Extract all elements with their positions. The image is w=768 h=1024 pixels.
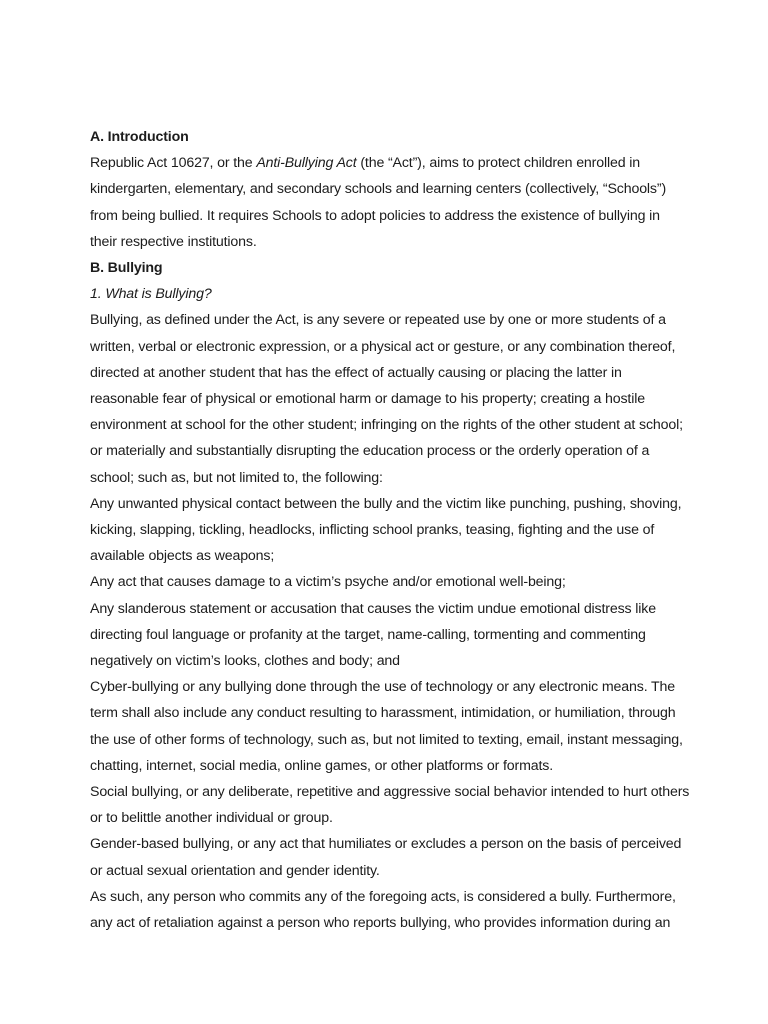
intro-text-rest: (the “Act”), aims to protect children enrolled in kindergarten, elementary, and secondary schools and learning centers (collectively, “Schools”) from being bullied. It requires Schools to adopt policies to address the existence of bullying in their respective institutions. [90, 155, 667, 250]
intro-text-start: Republic Act 10627, or the [90, 155, 257, 172]
list-item: Gender-based bullying, or any act that humiliates or excludes a person on the basis of perceived or actual sexual orientation and gender identity. [90, 836, 682, 879]
list-item: Any slanderous statement or accusation that causes the victim undue emotional distress like directing foul language or profanity at the target, name-calling, tormenting and commenting negatively on victim’s looks, clothes and body; and [90, 600, 656, 670]
definition-paragraph: Bullying, as defined under the Act, is any severe or repeated use by one or more students of a written, verbal or electronic expression, or a physical act or gesture, or any combination thereof, directed at another student that has the effect of actually causing or placing the latter in reasonable fear of physical or emotional harm or damage to his property; creating a hostile environment at school for the other student; infringing on the rights of the other student at school; or materially and substantially disrupting the education process or the orderly operation of a school; such as, but not limited to, the following: [90, 312, 683, 486]
list-item: Cyber-bullying or any bullying done through the use of technology or any electronic means. The term shall also include any conduct resulting to harassment, intimidation, or humiliation, through the use of other forms of technology, such as, but not limited to texting, email, instant messaging, chatting, internet, social media, online games, or other platforms or formats. [90, 679, 683, 774]
intro-paragraph [90, 150, 690, 255]
list-item: Any act that causes damage to a victim’s psyche and/or emotional well-being; [90, 574, 566, 591]
subheading-what-is-bullying: 1. What is Bullying? [90, 286, 212, 303]
list-item: Social bullying, or any deliberate, repetitive and aggressive social behavior intended to hurt others or to belittle another individual or group. [90, 784, 690, 827]
document-body [90, 124, 690, 936]
section-heading-introduction: A. Introduction [90, 129, 189, 145]
list-item: Any unwanted physical contact between the bully and the victim like punching, pushing, shoving, kicking, slapping, tickling, headlocks, inflicting school pranks, teasing, fighting and the use of available objects as weapons; [90, 495, 682, 565]
act-name: Anti-Bullying Act [256, 155, 357, 172]
closing-paragraph: As such, any person who commits any of the foregoing acts, is considered a bully. Furthermore, any act of retaliation against a person who reports bullying, who provides information during an [90, 888, 676, 932]
section-heading-bullying: B. Bullying [90, 260, 163, 277]
